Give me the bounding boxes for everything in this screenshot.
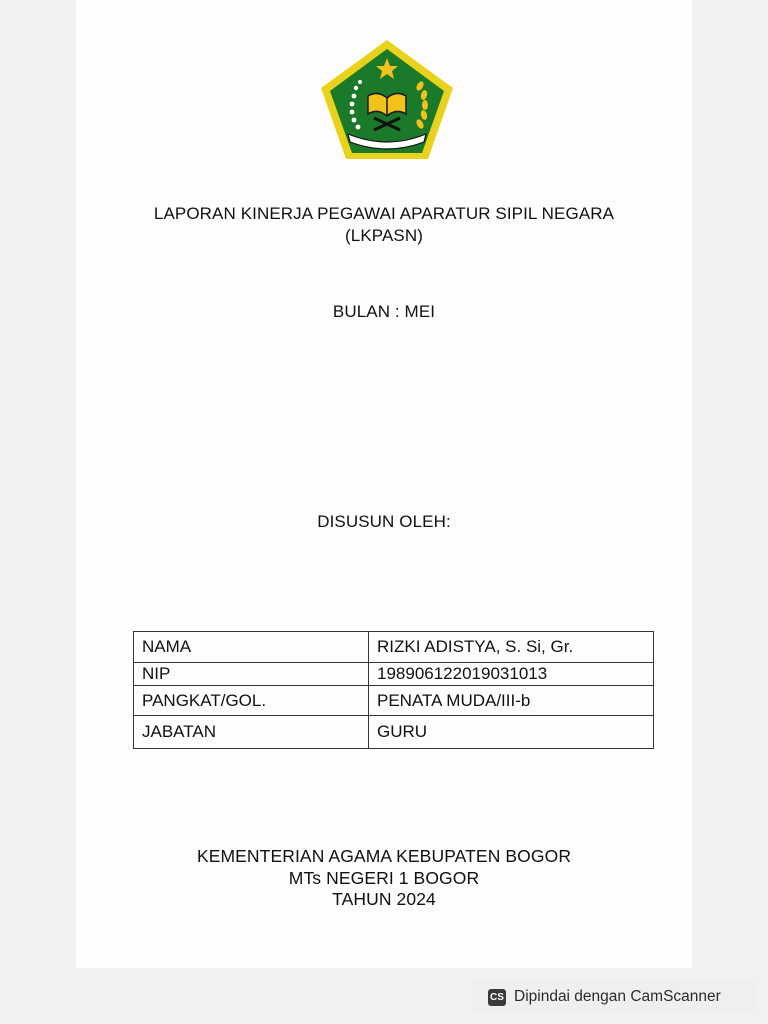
footer-line-ministry: KEMENTERIAN AGAMA KEBUPATEN BOGOR (196, 846, 572, 866)
identity-table (133, 631, 654, 749)
report-title-line-2: (LKPASN) (345, 226, 423, 245)
identity-label-pangkat: PANGKAT/GOL. (134, 686, 369, 716)
identity-label-nama: NAMA (134, 632, 369, 663)
table-row (134, 716, 654, 749)
table-row (134, 632, 654, 663)
report-title-line-1: LAPORAN KINERJA PEGAWAI APARATUR SIPIL NEGARA (153, 204, 615, 223)
kemenag-emblem-icon (318, 38, 456, 162)
camscanner-watermark (472, 981, 755, 1013)
institution-footer (0, 846, 768, 911)
footer-line-school: MTs NEGERI 1 BOGOR (288, 867, 480, 888)
identity-value-jabatan: GURU (369, 716, 654, 749)
table-row (134, 686, 654, 716)
identity-value-nama: RIZKI ADISTYA, S. Si, Gr. (369, 632, 654, 663)
report-month: BULAN : MEI (332, 302, 436, 321)
footer-line-year: TAHUN 2024 (332, 889, 436, 909)
identity-label-jabatan: JABATAN (134, 716, 369, 749)
identity-value-pangkat: PENATA MUDA/III-b (369, 686, 654, 716)
report-title (0, 203, 768, 247)
identity-value-nip: 198906122019031013 (369, 663, 654, 686)
camscanner-icon: CS (488, 989, 506, 1006)
table-row (134, 663, 654, 686)
camscanner-watermark-text: Dipindai dengan CamScanner (514, 988, 721, 1005)
prepared-by-label: DISUSUN OLEH: (317, 512, 451, 531)
identity-label-nip: NIP (134, 663, 369, 686)
